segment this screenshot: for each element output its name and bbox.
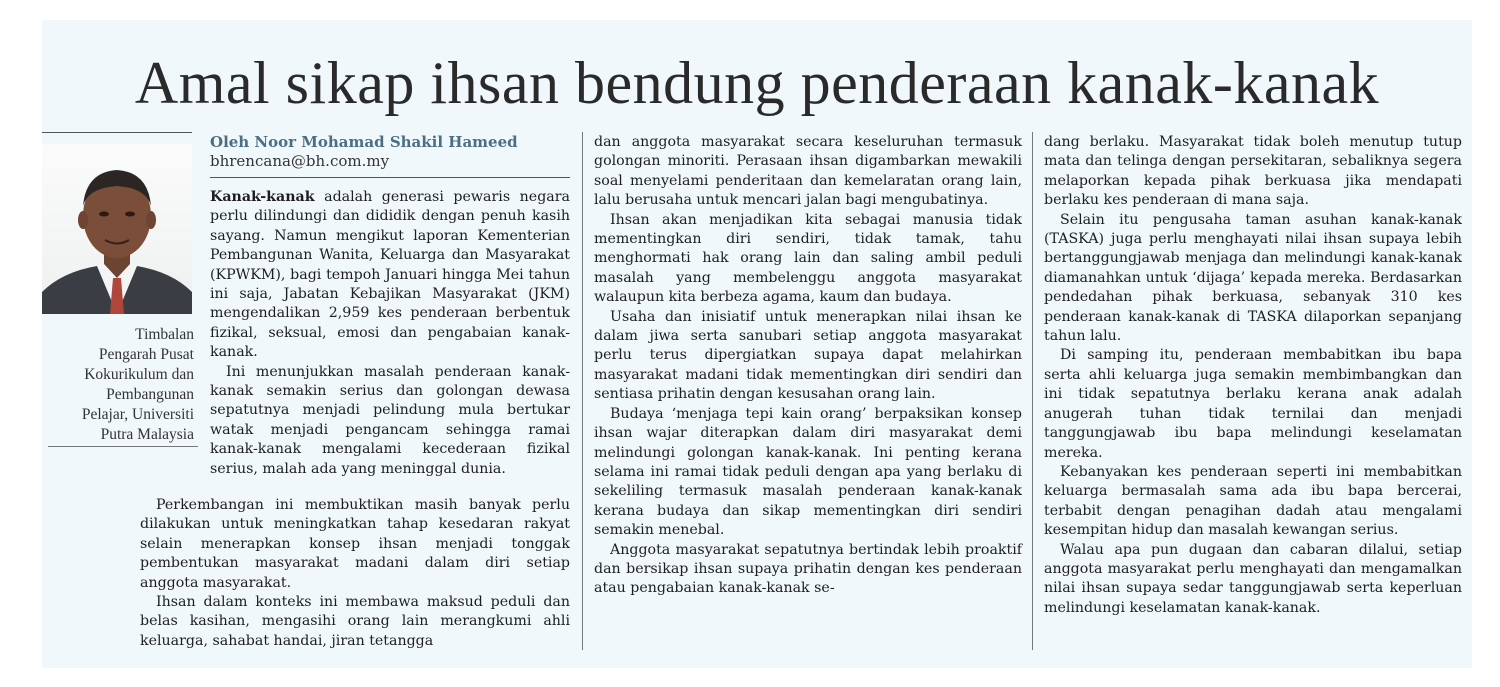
article-column-2 [594,133,1022,599]
paragraph: Walau apa pun dugaan dan cabaran dilalui, setiap anggota masyarakat perlu menghayati dan mengamalkan nilai ihsan supaya sedar tanggungjawab serta keperluan melindungi keselamatan kanak-kanak. [1044,541,1462,616]
paragraph: Anggota masyarakat sepatutnya bertindak lebih proaktif dan bersikap ihsan supaya prihatin dengan kes penderaan atau pengabaian kanak-kanak se- [594,541,1022,597]
author-photo [42,144,192,314]
caption-rule [48,446,198,447]
paragraph: Selain itu pengusaha taman asuhan kanak-kanak (TASKA) juga perlu menghayati nilai ihsan supaya lebih bertanggungjawab menjaga dan melindungi kanak-kanak diamanahkan untuk ‘dijaga’ kepada mereka. Berdasarkan pendedahan pihak berkuasa, sebanyak 310 kes penderaan kanak-kanak di TASKA dilaporkan sepanjang tahun lalu. [1044,211,1462,345]
byline [210,133,518,171]
headline: Amal sikap ihsan bendung penderaan kanak-kanak [134,50,1380,116]
paragraph: Usaha dan inisiatif untuk menerapkan nilai ihsan ke dalam jiwa serta sanubari setiap anggota masyarakat perlu terus dipergiatkan supaya dapat melahirkan masyarakat madani tidak mementingkan diri sendiri dan sentiasa prihatin dengan kesusahan orang lain. [594,308,1022,403]
paragraph: Budaya ‘menjaga tepi kain orang’ berpaksikan konsep ihsan wajar diterapkan dalam diri masyarakat demi melindungi golongan kanak-kanak. Ini penting kerana selama ini ramai tidak peduli dengan apa yang berlaku di sekeliling termasuk masalah penderaan kanak-kanak kerana budaya dan sikap mementingkan diri sendiri semakin menebal. [594,405,1022,539]
article-column-3 [1044,133,1462,618]
author-email: bhrencana@bh.com.my [210,152,390,170]
column-rule [1032,132,1033,650]
paragraph: Ihsan akan menjadikan kita sebagai manusia tidak mementingkan diri sendiri, tidak tamak, tahu menghormati hak orang lain dan saling ambil peduli masalah yang membelenggu anggota masyarakat walaupun kita berbeza agama, kaum dan budaya. [594,211,1022,306]
column-rule [582,132,583,650]
paragraph: Kebanyakan kes penderaan seperti ini membabitkan keluarga bermasalah sama ada ibu bapa bercerai, terbabit dengan penagihan dadah atau mengalami kesempitan hidup dan masalah kewangan serius. [1044,463,1462,539]
caption-line: Timbalan [135,326,194,343]
paragraph: Ihsan dalam konteks ini membawa maksud peduli dan belas kasihan, mengasihi orang lain merangkumi ahli keluarga, sahabat handai, jiran tetangga [140,594,570,649]
author-name: Oleh Noor Mohamad Shakil Hameed [210,133,518,151]
paragraph: Perkembangan ini membuktikan masih banyak perlu dilakukan untuk meningkatkan tahap kesedaran rakyat selain menerapkan konsep ihsan menjadi tonggak pembentukan masyarakat madani dalam diri setiap anggota masyarakat. [140,497,570,591]
byline-rule [210,177,570,178]
paragraph [210,188,570,363]
paragraph: dang berlaku. Masyarakat tidak boleh menutup tutup mata dan telinga dengan persekitaran, sebaliknya segera melaporkan kepada pihak berkuasa jika mendapati berlaku kes penderaan di mana saja. [1044,134,1462,209]
photo-top-rule [42,132,192,133]
photo-caption [42,325,194,445]
article-column-1 [210,188,570,479]
paragraph: Di samping itu, penderaan membabitkan ibu bapa serta ahli keluarga juga semakin membimbangkan dan ini tidak sepatutnya berlaku kerana anak adalah anugerah tuhan tidak ternilai dan menjadi tanggungjawab ibu bapa melindungi keselamatan mereka. [1044,347,1462,461]
caption-line: Pelajar, Universiti [81,406,194,423]
caption-line: Putra Malaysia [100,426,194,443]
author-portrait-icon [42,144,192,314]
caption-line: Kokurikulum dan [84,366,194,383]
paragraph: Ini menunjukkan masalah penderaan kanak-kanak semakin serius dan golongan dewasa sepatutnya menjadi pelindung mula bertukar watak menjadi pengancam sehingga ramai kanak-kanak mengalami kecederaan fizikal serius, malah ada yang meninggal dunia. [210,363,570,477]
lead-word: Kanak-kanak [210,189,315,205]
paragraph: dan anggota masyarakat secara keseluruhan termasuk golongan minoriti. Perasaan ihsan digambarkan mewakili soal menyelami penderitaan dan kemelaratan orang lain, lalu berusaha untuk mencari jalan bagi mengubatinya. [594,134,1022,209]
article-column-1-lower [140,496,570,651]
newspaper-clipping [42,20,1472,668]
paragraph-text: adalah generasi pewaris negara perlu dilindungi dan dididik dengan penuh kasih sayang. Namun mengikut laporan Kementerian Pembangunan Wanita, Keluarga dan Masyarakat (KPWKM), bagi tempoh Januari hingga Mei tahun ini saja, Jabatan Kebajikan Masyarakat (JKM) mengendalikan 2,959 kes penderaan berbentuk fizikal, seksual, emosi dan pengabaian kanak-kanak. [210,189,570,361]
caption-line: Pembangunan [106,386,194,403]
caption-line: Pengarah Pusat [98,346,194,363]
